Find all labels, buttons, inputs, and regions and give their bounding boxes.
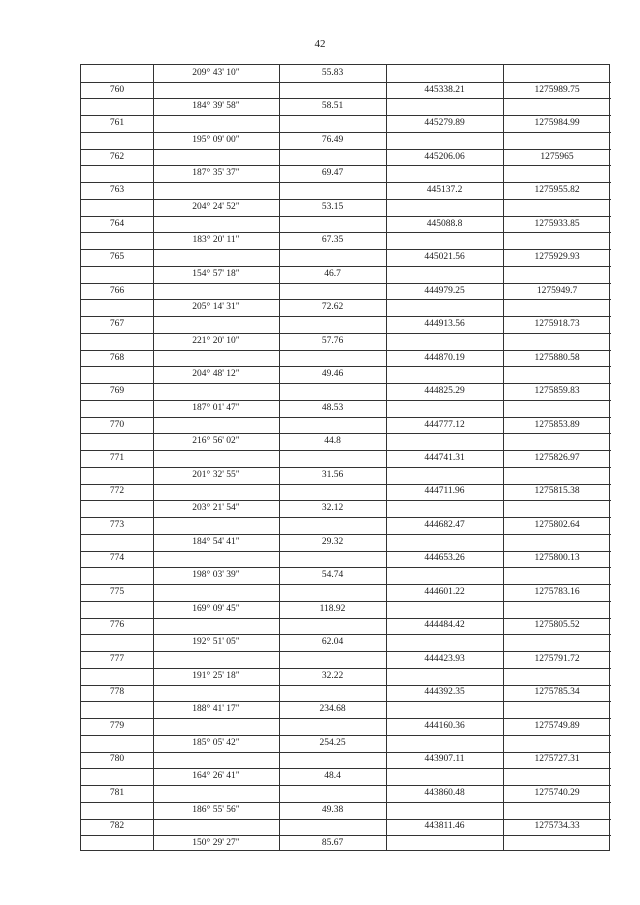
point-y: 1275800.13: [534, 553, 580, 564]
segment-angle: 184° 39' 58": [192, 101, 240, 112]
segment-distance: 32.22: [321, 670, 344, 681]
point-x: 444777.12: [424, 419, 465, 430]
point-x: 444682.47: [424, 519, 465, 530]
segment-angle: 204° 24' 52": [192, 201, 240, 212]
point-x: 444979.25: [424, 285, 465, 296]
row-divider: [81, 785, 611, 786]
segment-distance: 46.7: [324, 268, 341, 279]
segment-angle: 204° 48' 12": [192, 369, 240, 380]
row-divider: [81, 232, 611, 233]
point-x: 444741.31: [424, 453, 465, 463]
row-divider: [81, 467, 611, 468]
row-divider: [81, 735, 611, 736]
row-divider: [81, 316, 611, 317]
segment-angle: 184° 54' 41": [192, 536, 240, 547]
row-divider: [81, 400, 611, 401]
point-x: 443811.46: [424, 821, 465, 832]
point-id: 771: [109, 453, 125, 463]
row-divider: [81, 819, 611, 820]
point-id: 782: [109, 821, 125, 832]
point-x: 445206.06: [424, 151, 465, 162]
point-x: 445279.89: [424, 118, 465, 129]
point-y: 1275791.72: [534, 653, 580, 664]
segment-distance: 55.83: [321, 67, 344, 78]
point-y: 1275783.16: [534, 586, 580, 597]
point-x: 444913.56: [424, 319, 465, 330]
row-divider: [81, 651, 611, 652]
point-id: 774: [109, 553, 125, 564]
point-id: 764: [109, 218, 125, 229]
segment-angle: 221° 20' 10": [192, 335, 240, 346]
point-id: 772: [109, 486, 125, 497]
row-divider: [81, 634, 611, 635]
point-y: 1275727.31: [534, 754, 580, 765]
row-divider: [81, 601, 611, 602]
row-divider: [81, 802, 611, 803]
point-x: 445338.21: [424, 84, 465, 95]
row-divider: [81, 350, 611, 351]
segment-angle: 169° 09' 45": [192, 603, 240, 614]
point-x: 444870.19: [424, 352, 465, 363]
segment-angle: 187° 01' 47": [192, 402, 240, 413]
row-divider: [81, 701, 611, 702]
point-id: 768: [109, 352, 125, 363]
point-x: 445088.8: [426, 218, 463, 229]
segment-distance: 58.51: [321, 101, 344, 112]
segment-distance: 53.15: [321, 201, 344, 212]
point-y: 1275918.73: [534, 319, 580, 330]
point-x: 444423.93: [424, 653, 465, 664]
point-id: 776: [109, 620, 125, 631]
row-divider: [81, 584, 611, 585]
point-id: 780: [109, 754, 125, 765]
point-x: 444711.96: [424, 486, 465, 497]
segment-distance: 67.35: [321, 235, 344, 246]
row-divider: [81, 383, 611, 384]
row-divider: [81, 718, 611, 719]
point-y: 1275880.58: [534, 352, 580, 363]
segment-distance: 76.49: [321, 134, 344, 145]
segment-distance: 118.92: [319, 603, 346, 614]
point-id: 778: [109, 687, 125, 698]
segment-angle: 209° 43' 10": [192, 67, 240, 78]
point-y: 1275805.52: [534, 620, 580, 631]
row-divider: [81, 249, 611, 250]
row-divider: [81, 567, 611, 568]
row-divider: [81, 98, 611, 99]
point-y: 1275802.64: [534, 519, 580, 530]
point-y: 1275984.99: [534, 118, 580, 129]
segment-angle: 203° 21' 54": [192, 503, 240, 514]
point-id: 765: [109, 252, 125, 263]
segment-angle: 185° 05' 42": [192, 737, 240, 748]
segment-distance: 32.12: [321, 503, 344, 514]
segment-distance: 49.46: [321, 369, 344, 380]
point-id: 775: [109, 586, 125, 597]
segment-angle: 205° 14' 31": [192, 302, 240, 313]
row-divider: [81, 618, 611, 619]
point-y: 1275965: [540, 151, 574, 162]
point-id: 766: [109, 285, 125, 296]
row-divider: [81, 299, 611, 300]
row-divider: [81, 149, 611, 150]
point-x: 444160.36: [424, 720, 465, 731]
row-divider: [81, 484, 611, 485]
row-divider: [81, 752, 611, 753]
point-id: 762: [109, 151, 125, 162]
segment-angle: 150° 29' 27": [192, 838, 240, 849]
segment-distance: 44.8: [324, 436, 341, 447]
segment-distance: 72.62: [321, 302, 344, 313]
point-y: 1275853.89: [534, 419, 580, 430]
point-y: 1275859.83: [534, 386, 580, 397]
segment-distance: 31.56: [321, 469, 344, 480]
row-divider: [81, 132, 611, 133]
point-y: 1275815.38: [534, 486, 580, 497]
row-divider: [81, 266, 611, 267]
row-divider: [81, 182, 611, 183]
row-divider: [81, 433, 611, 434]
point-id: 781: [109, 787, 125, 798]
segment-angle: 191° 25' 18": [192, 670, 240, 681]
point-y: 1275785.34: [534, 687, 580, 698]
point-y: 1275826.97: [534, 453, 580, 463]
point-x: 444484.42: [424, 620, 465, 631]
point-id: 769: [109, 386, 125, 397]
point-y: 1275933.85: [534, 218, 580, 229]
segment-distance: 48.4: [324, 771, 341, 782]
point-y: 1275949.7: [536, 285, 578, 296]
point-x: 445137.2: [426, 185, 463, 196]
page-number: 42: [314, 38, 326, 50]
segment-distance: 54.74: [321, 570, 344, 581]
segment-distance: 254.25: [319, 737, 346, 748]
segment-distance: 57.76: [321, 335, 344, 346]
row-divider: [81, 283, 611, 284]
row-divider: [81, 333, 611, 334]
row-divider: [81, 366, 611, 367]
segment-distance: 49.38: [321, 804, 344, 815]
point-id: 779: [109, 720, 125, 731]
segment-angle: 216° 56' 02": [192, 436, 240, 447]
point-y: 1275749.89: [534, 720, 580, 731]
segment-angle: 198° 03' 39": [192, 570, 240, 581]
point-x: 443860.48: [424, 787, 465, 798]
row-divider: [81, 199, 611, 200]
row-divider: [81, 551, 611, 552]
row-divider: [81, 835, 611, 836]
segment-distance: 48.53: [321, 402, 344, 413]
point-y: 1275955.82: [534, 185, 580, 196]
segment-angle: 187° 35' 37": [192, 168, 240, 179]
point-id: 763: [109, 185, 125, 196]
segment-distance: 29.32: [321, 536, 344, 547]
point-x: 444392.35: [424, 687, 465, 698]
segment-angle: 192° 51' 05": [192, 637, 240, 648]
row-divider: [81, 500, 611, 501]
row-divider: [81, 668, 611, 669]
point-id: 760: [109, 84, 125, 95]
point-x: 444825.29: [424, 386, 465, 397]
point-id: 770: [109, 419, 125, 430]
row-divider: [81, 685, 611, 686]
segment-angle: 195° 09' 00": [192, 134, 240, 145]
point-x: 445021.56: [424, 252, 465, 263]
point-id: 777: [109, 653, 125, 664]
point-y: 1275734.33: [534, 821, 580, 832]
coordinate-table: [80, 64, 610, 851]
point-y: 1275740.29: [534, 787, 580, 798]
row-divider: [81, 165, 611, 166]
row-divider: [81, 450, 611, 451]
point-id: 767: [109, 319, 125, 330]
row-divider: [81, 534, 611, 535]
point-id: 761: [109, 118, 125, 129]
point-y: 1275929.93: [534, 252, 580, 263]
segment-angle: 164° 26' 41": [192, 771, 240, 782]
row-divider: [81, 417, 611, 418]
segment-distance: 234.68: [319, 704, 346, 715]
segment-angle: 183° 20' 11": [192, 235, 240, 246]
segment-distance: 69.47: [321, 168, 344, 179]
row-divider: [81, 517, 611, 518]
segment-distance: 85.67: [321, 838, 344, 849]
segment-angle: 154° 57' 18": [192, 268, 240, 279]
row-divider: [81, 115, 611, 116]
point-y: 1275989.75: [534, 84, 580, 95]
point-id: 773: [109, 519, 125, 530]
point-x: 444653.26: [424, 553, 465, 564]
row-divider: [81, 768, 611, 769]
row-divider: [81, 216, 611, 217]
segment-angle: 188° 41' 17": [192, 704, 240, 715]
segment-angle: 186° 55' 56": [192, 804, 240, 815]
row-divider: [81, 82, 611, 83]
segment-angle: 201° 32' 55": [192, 469, 240, 480]
point-x: 443907.11: [424, 754, 465, 765]
segment-distance: 62.04: [321, 637, 344, 648]
point-x: 444601.22: [424, 586, 465, 597]
